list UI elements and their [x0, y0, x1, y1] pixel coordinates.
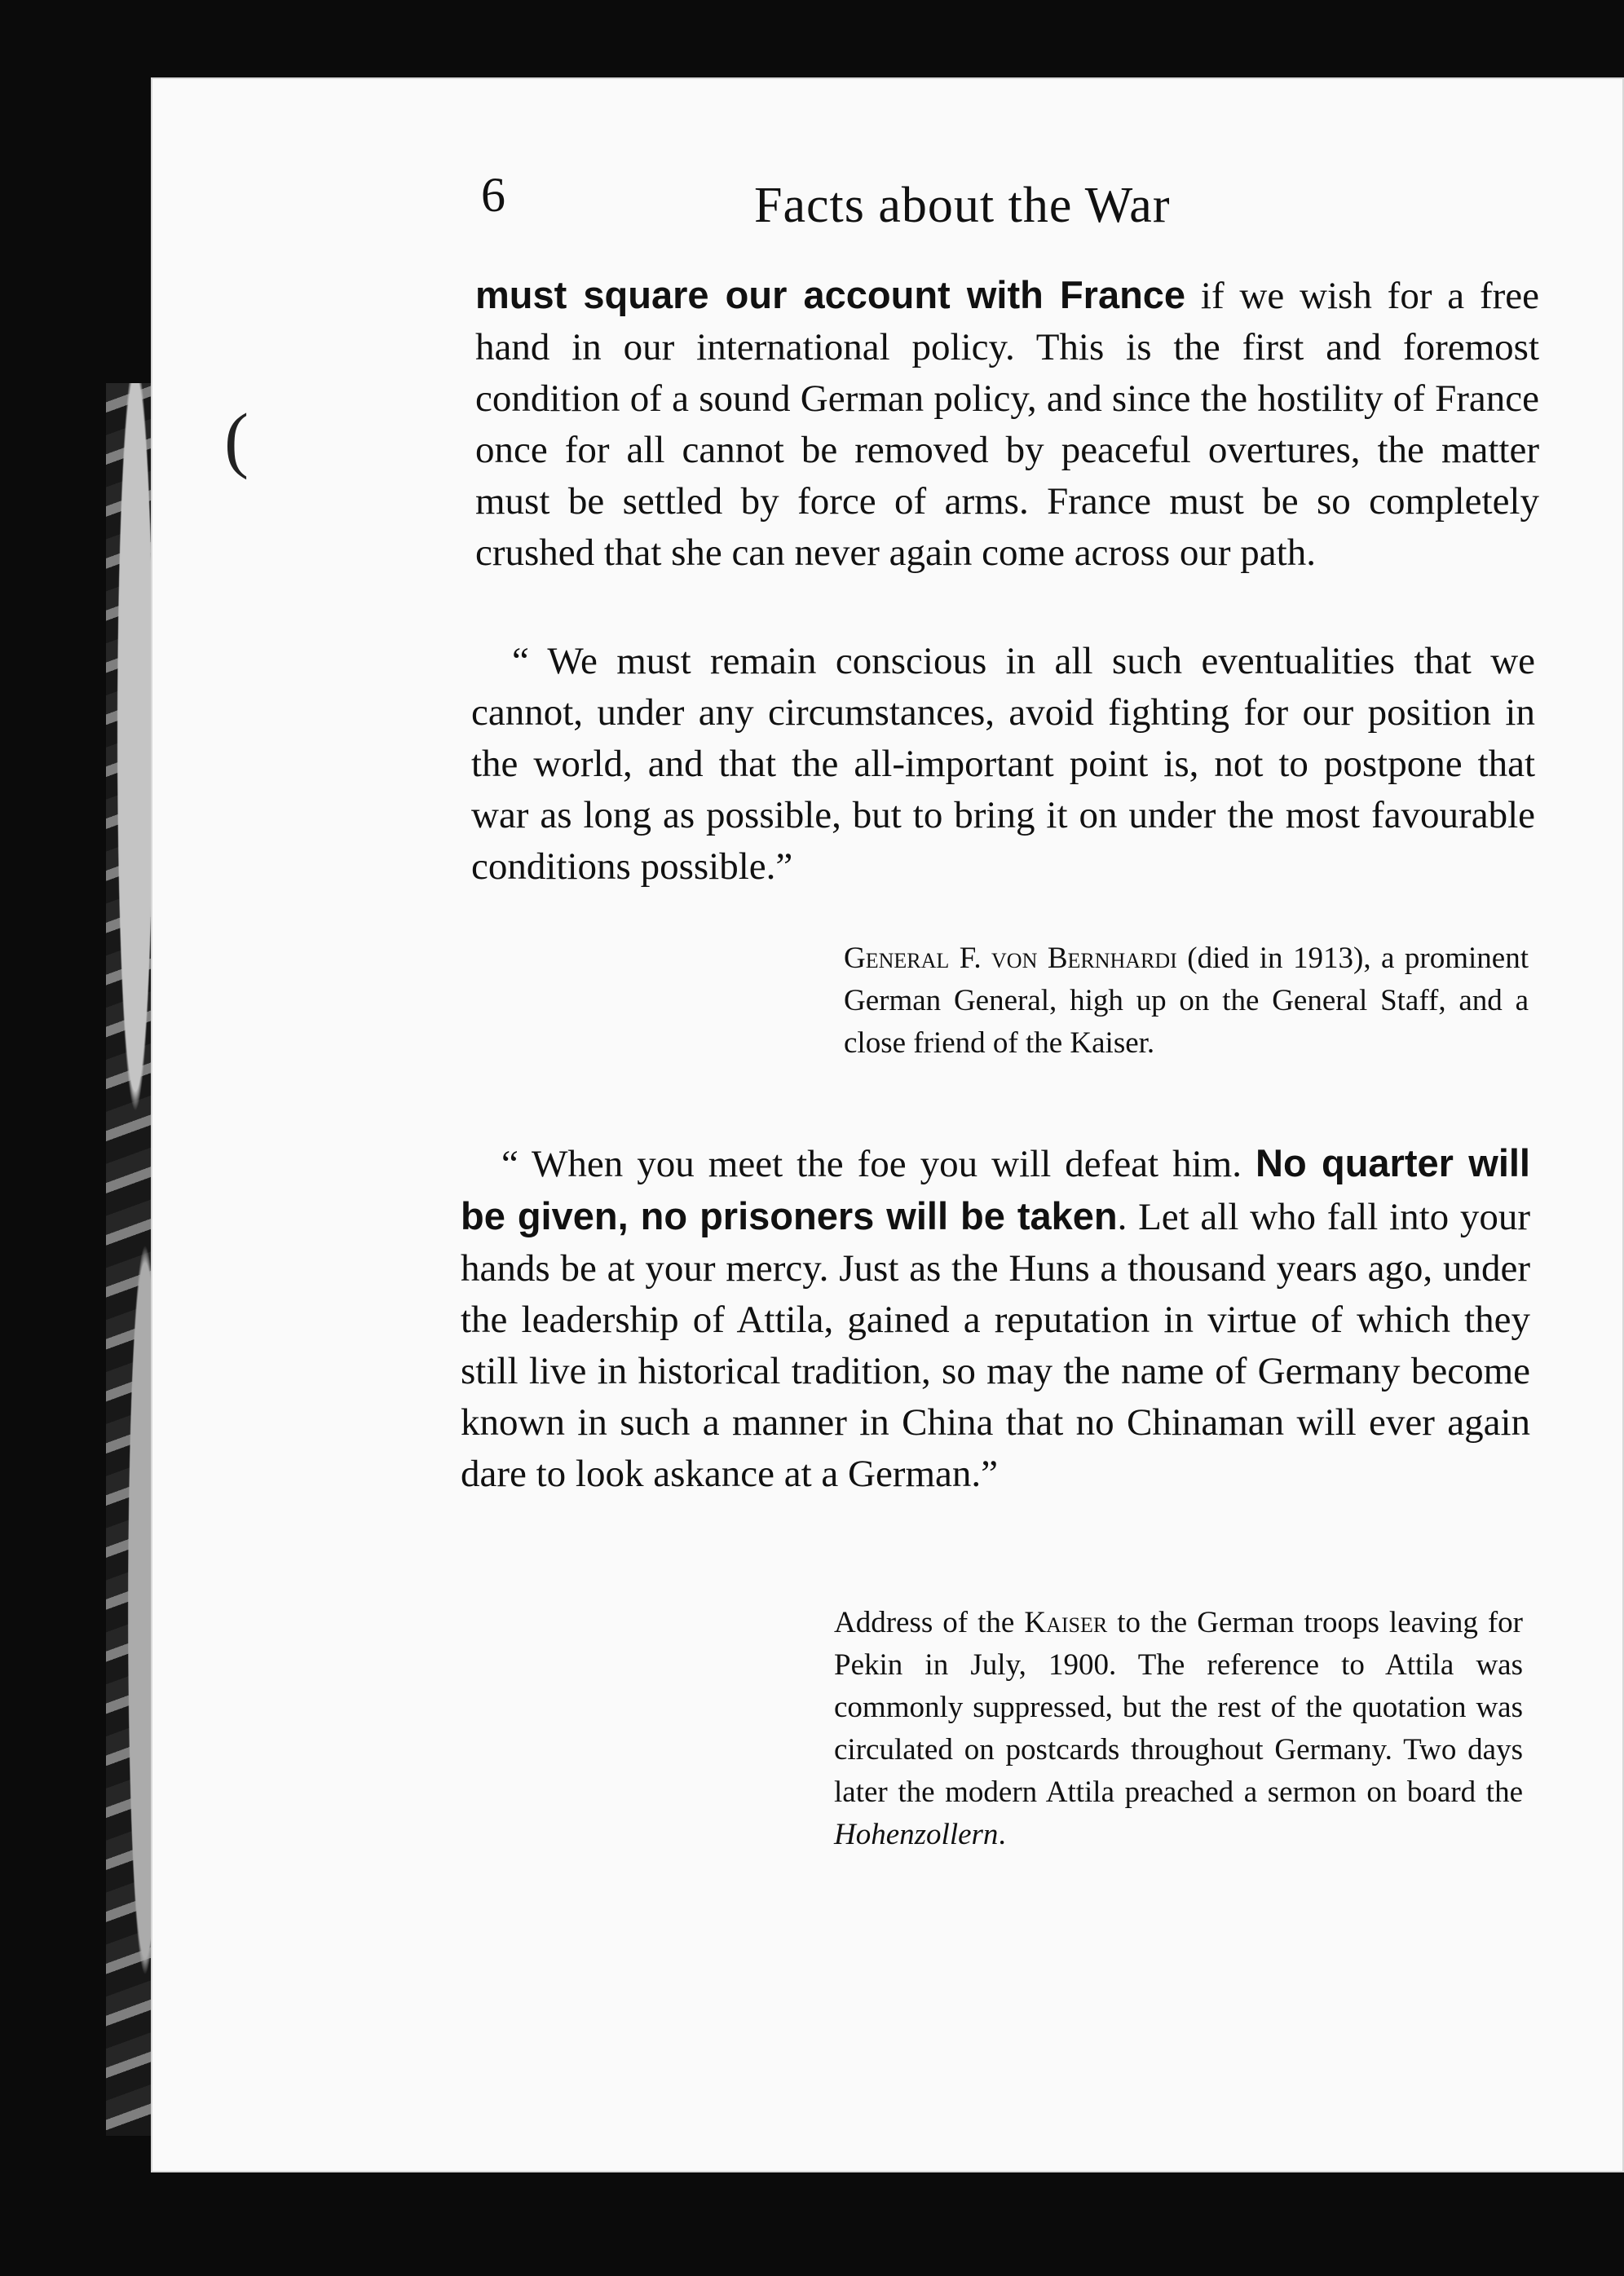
citation-bernhardi-text: (died in 1913), a prominent German General, high up on the General Staff, and a close friend of the Kaiser. [844, 942, 1529, 1060]
passage-kaiser-text-after: . Let all who fall into your hands be at your mercy. Just as the Huns a thousand years ago, under the leadership of Attila, gained a reputation in virtue of which they still live in historical tradition, so may the name of Germany become known in such a manner in China that no Chinaman will ever again dare to look askance at a German.” [461, 1196, 1530, 1495]
citation-bernhardi-name: General F. von Bernhardi [844, 942, 1177, 975]
passage-kaiser-address [461, 1137, 1530, 1500]
page-header [481, 167, 1296, 240]
passage-war-text: “ We must remain conscious in all such eventualities that we cannot, under any circumstances, avoid fighting for our position in the world, and that the all-important point is, not to postpone that war as long as possible, but to bring it on under the most favourable conditions possible.” [471, 640, 1535, 888]
passage-france-bold: must square our account with France [475, 273, 1186, 316]
passage-france [475, 269, 1539, 579]
passage-kaiser-bold: No quarter will be given, no prisoners will be taken [461, 1141, 1530, 1237]
citation-kaiser-smallcaps: Kaiser [1024, 1606, 1108, 1639]
page-number: 6 [481, 168, 505, 222]
citation-kaiser-text-before: Address of the [834, 1606, 1025, 1639]
margin-pencil-mark: ( [224, 399, 249, 480]
citation-kaiser-ship: Hohenzollern [834, 1818, 999, 1851]
citation-bernhardi [844, 937, 1529, 1065]
citation-kaiser [834, 1602, 1523, 1856]
passage-kaiser-text-before: “ When you meet the foe you will defeat him. [501, 1143, 1256, 1185]
running-title: Facts about the War [754, 178, 1171, 233]
passage-france-text: if we wish for a free hand in our international policy. This is the first and foremost condition of a sound German policy, and since the hostility of France once for all cannot be removed by peaceful overtures, the matter must be settled by force of arms. France must be so completely crushed that she can never again come across our path. [475, 275, 1539, 574]
citation-kaiser-text-middle: to the German troops leaving for Pekin in July, 1900. The reference to Attila was commonly suppressed, but the rest of the quotation was circulated on postcards throughout Germany. Two days later the modern Attila preached a sermon on board the [834, 1606, 1523, 1809]
passage-war [471, 636, 1535, 893]
citation-kaiser-text-after: . [998, 1818, 1006, 1851]
